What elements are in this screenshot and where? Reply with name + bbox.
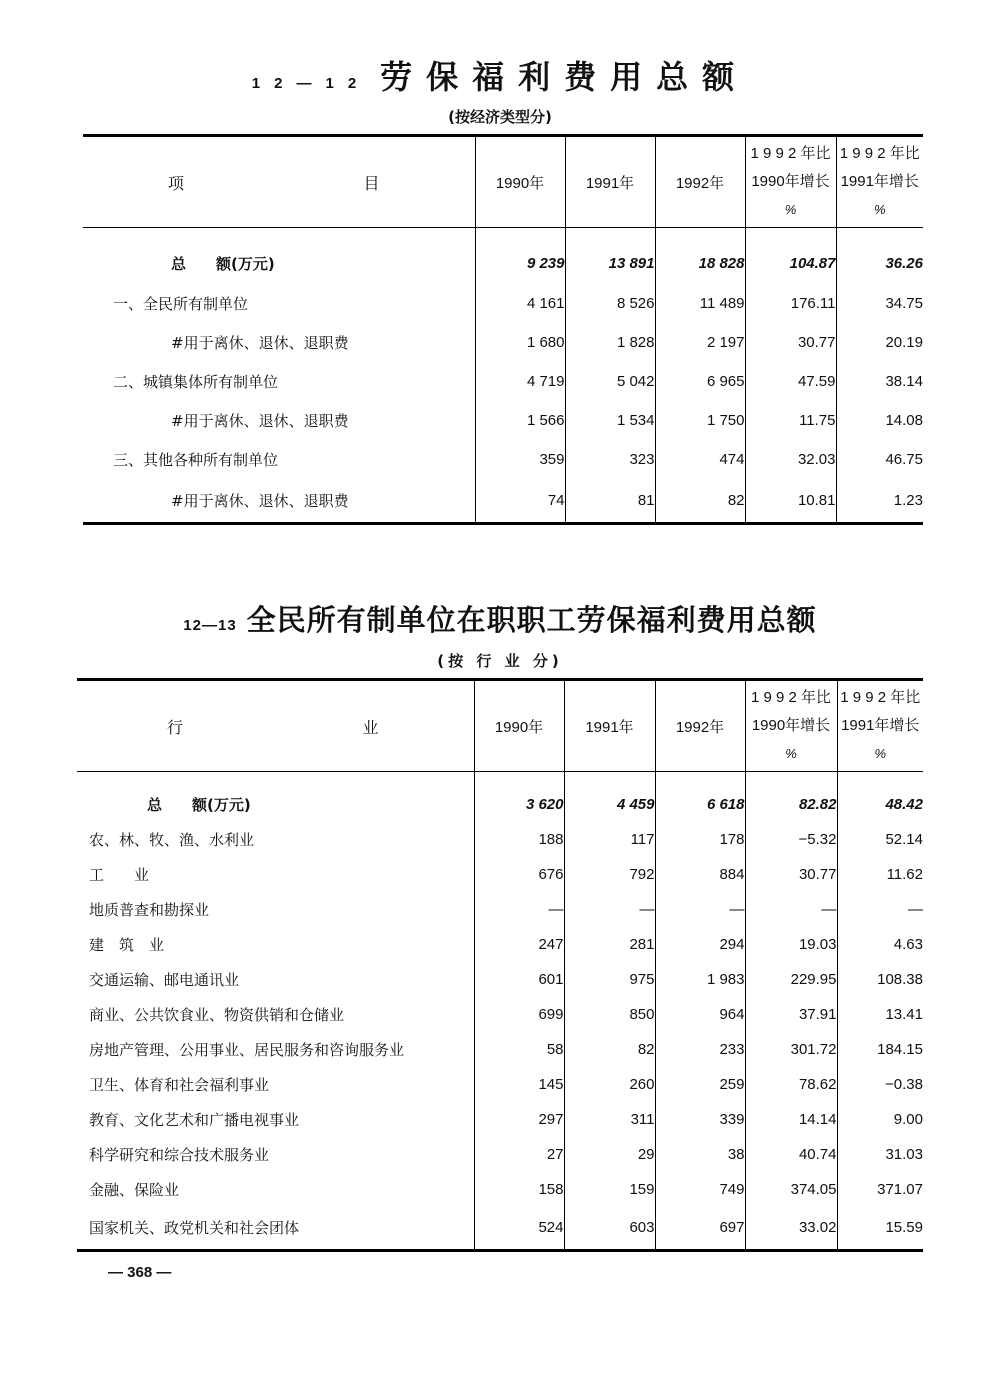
cell-vs1990: 82.82 xyxy=(745,772,837,822)
table2-row xyxy=(77,1102,923,1137)
cell-y1991: 792 xyxy=(564,857,655,892)
row-label: 建 筑 业 xyxy=(89,935,165,954)
cell-vs1991: 15.59 xyxy=(837,1207,923,1251)
cell-y1990: 27 xyxy=(474,1137,564,1172)
cell-vs1990: 37.91 xyxy=(745,997,837,1032)
cell-y1992: — xyxy=(655,892,745,927)
cell-y1990: 247 xyxy=(474,927,564,962)
row-label: 国家机关、政党机关和社会团体 xyxy=(89,1219,300,1238)
cell-y1992: 6 965 xyxy=(655,362,745,401)
cell-vs1990: 19.03 xyxy=(745,927,837,962)
cell-y1990: 359 xyxy=(475,440,565,479)
cell-y1991: 850 xyxy=(564,997,655,1032)
table1-row xyxy=(83,401,923,440)
cell-vs1990: 40.74 xyxy=(745,1137,837,1172)
row-label: 卫生、体育和社会福利事业 xyxy=(89,1075,270,1094)
cell-y1991: 260 xyxy=(564,1067,655,1102)
cell-vs1991: 46.75 xyxy=(836,440,923,479)
cell-y1990: 601 xyxy=(474,962,564,997)
cell-y1990: 699 xyxy=(474,997,564,1032)
cell-y1990: 1 680 xyxy=(475,323,565,362)
cell-y1992: 1 750 xyxy=(655,401,745,440)
cell-y1991: — xyxy=(564,892,655,927)
cell-vs1991: 38.14 xyxy=(836,362,923,401)
cell-vs1990: 301.72 xyxy=(745,1032,837,1067)
row-label: 教育、文化艺术和广播电视事业 xyxy=(89,1110,300,1129)
cell-vs1990: 176.11 xyxy=(745,284,836,323)
cell-vs1990: 78.62 xyxy=(745,1067,837,1102)
cell-y1991: 975 xyxy=(564,962,655,997)
cell-y1991: 117 xyxy=(564,822,655,857)
cell-y1991: 1 534 xyxy=(565,401,655,440)
cell-vs1990: 374.05 xyxy=(745,1172,837,1207)
cell-y1992: 38 xyxy=(655,1137,745,1172)
table1-row xyxy=(83,440,923,479)
cell-y1990: 58 xyxy=(474,1032,564,1067)
cell-y1990: 4 719 xyxy=(475,362,565,401)
cell-y1990: 297 xyxy=(474,1102,564,1137)
table2-row xyxy=(77,962,923,997)
table2-subtitle: (按 行 业 分) xyxy=(437,652,563,670)
cell-vs1990: 33.02 xyxy=(745,1207,837,1251)
cell-vs1990: 10.81 xyxy=(745,479,836,524)
row-label: 金融、保险业 xyxy=(89,1180,180,1199)
cell-y1990: 188 xyxy=(474,822,564,857)
cell-y1990: 3 620 xyxy=(474,772,564,822)
table2-number: 12—13 xyxy=(183,617,237,634)
table1 xyxy=(83,134,923,525)
cell-y1992: 964 xyxy=(655,997,745,1032)
table1-row xyxy=(83,284,923,323)
table1-header-vs1991: 1 9 9 2 年比 1991年增长 % xyxy=(836,136,923,228)
cell-y1992: 233 xyxy=(655,1032,745,1067)
cell-y1991: 281 xyxy=(564,927,655,962)
cell-y1990: 74 xyxy=(475,479,565,524)
row-label: 一、全民所有制单位 xyxy=(113,294,249,313)
cell-y1992: 6 618 xyxy=(655,772,745,822)
table2-header-1992: 1992年 xyxy=(655,680,745,772)
page-number: — 368 — xyxy=(108,1264,172,1281)
cell-y1992: 294 xyxy=(655,927,745,962)
cell-vs1991: 13.41 xyxy=(837,997,923,1032)
cell-y1990: 158 xyxy=(474,1172,564,1207)
cell-y1992: 18 828 xyxy=(655,228,745,284)
cell-y1992: 474 xyxy=(655,440,745,479)
cell-y1990: 4 161 xyxy=(475,284,565,323)
table2-row xyxy=(77,1137,923,1172)
cell-y1992: 884 xyxy=(655,857,745,892)
table2 xyxy=(77,678,923,1252)
table1-total-row xyxy=(83,228,923,284)
table2-row xyxy=(77,857,923,892)
row-label: 总 额(万元) xyxy=(171,255,275,274)
cell-vs1991: 11.62 xyxy=(837,857,923,892)
cell-vs1991: 4.63 xyxy=(837,927,923,962)
table1-header-row xyxy=(83,136,923,228)
cell-y1991: 81 xyxy=(565,479,655,524)
table1-subtitle: (按经济类型分) xyxy=(448,108,552,126)
table1-header-item: 项 目 xyxy=(83,136,475,228)
cell-y1991: 5 042 xyxy=(565,362,655,401)
cell-y1991: 29 xyxy=(564,1137,655,1172)
cell-vs1991: 48.42 xyxy=(837,772,923,822)
cell-y1992: 11 489 xyxy=(655,284,745,323)
table2-header-1991: 1991年 xyxy=(564,680,655,772)
table1-title xyxy=(0,52,1000,98)
table1-header-vs1990: 1 9 9 2 年比 1990年增长 % xyxy=(745,136,836,228)
cell-y1991: 82 xyxy=(564,1032,655,1067)
cell-y1992: 697 xyxy=(655,1207,745,1251)
cell-y1990: 145 xyxy=(474,1067,564,1102)
cell-y1992: 339 xyxy=(655,1102,745,1137)
cell-y1992: 2 197 xyxy=(655,323,745,362)
row-label: 房地产管理、公用事业、居民服务和咨询服务业 xyxy=(89,1040,405,1059)
table2-header-industry: 行 业 xyxy=(77,680,474,772)
table2-row xyxy=(77,1207,923,1251)
cell-vs1991: 34.75 xyxy=(836,284,923,323)
table2-header-1990: 1990年 xyxy=(474,680,564,772)
cell-vs1991: — xyxy=(837,892,923,927)
cell-y1992: 82 xyxy=(655,479,745,524)
table2-row xyxy=(77,1032,923,1067)
cell-vs1990: 229.95 xyxy=(745,962,837,997)
cell-vs1990: 30.77 xyxy=(745,857,837,892)
cell-vs1990: 11.75 xyxy=(745,401,836,440)
row-label: 三、其他各种所有制单位 xyxy=(113,450,279,469)
table2-row xyxy=(77,927,923,962)
cell-vs1991: 9.00 xyxy=(837,1102,923,1137)
cell-y1990: 676 xyxy=(474,857,564,892)
cell-vs1990: 104.87 xyxy=(745,228,836,284)
table1-row xyxy=(83,479,923,524)
cell-vs1991: 1.23 xyxy=(836,479,923,524)
cell-vs1991: 14.08 xyxy=(836,401,923,440)
table1-header-1990: 1990年 xyxy=(475,136,565,228)
cell-y1992: 1 983 xyxy=(655,962,745,997)
table1-body xyxy=(83,228,923,524)
cell-vs1990: −5.32 xyxy=(745,822,837,857)
row-label: 商业、公共饮食业、物资供销和仓储业 xyxy=(89,1005,345,1024)
table2-row xyxy=(77,1067,923,1102)
row-label: 交通运输、邮电通讯业 xyxy=(89,970,240,989)
cell-vs1991: 108.38 xyxy=(837,962,923,997)
table1-header-1991: 1991年 xyxy=(565,136,655,228)
row-label: 科学研究和综合技术服务业 xyxy=(89,1145,270,1164)
table2-title-text: 全民所有制单位在职职工劳保福利费用总额 xyxy=(246,603,817,637)
cell-y1990: 1 566 xyxy=(475,401,565,440)
cell-vs1991: 371.07 xyxy=(837,1172,923,1207)
cell-y1990: — xyxy=(474,892,564,927)
cell-vs1991: 31.03 xyxy=(837,1137,923,1172)
table2-row xyxy=(77,997,923,1032)
table2-title xyxy=(0,598,1000,639)
row-label: 总 额(万元) xyxy=(147,796,251,815)
table2-header-vs1991: 1 9 9 2 年比 1991年增长 % xyxy=(837,680,923,772)
row-label: 农、林、牧、渔、水利业 xyxy=(89,830,255,849)
cell-vs1990: — xyxy=(745,892,837,927)
row-label: #用于离休、退休、退职费 xyxy=(171,491,349,510)
cell-vs1990: 14.14 xyxy=(745,1102,837,1137)
table1-number: 12—12 xyxy=(251,75,371,92)
cell-y1991: 1 828 xyxy=(565,323,655,362)
table2-row xyxy=(77,1172,923,1207)
cell-y1991: 159 xyxy=(564,1172,655,1207)
table2-body xyxy=(77,772,923,1251)
cell-y1991: 323 xyxy=(565,440,655,479)
cell-y1991: 311 xyxy=(564,1102,655,1137)
table2-row xyxy=(77,892,923,927)
row-label: 工 业 xyxy=(89,865,150,884)
cell-y1992: 259 xyxy=(655,1067,745,1102)
row-label: 二、城镇集体所有制单位 xyxy=(113,372,279,391)
cell-vs1991: −0.38 xyxy=(837,1067,923,1102)
cell-y1992: 749 xyxy=(655,1172,745,1207)
cell-y1991: 4 459 xyxy=(564,772,655,822)
cell-y1990: 524 xyxy=(474,1207,564,1251)
table1-title-text: 劳保福利费用总额 xyxy=(380,58,749,96)
cell-vs1990: 30.77 xyxy=(745,323,836,362)
cell-y1992: 178 xyxy=(655,822,745,857)
cell-vs1991: 36.26 xyxy=(836,228,923,284)
row-label: 地质普查和勘探业 xyxy=(89,900,210,919)
cell-y1991: 603 xyxy=(564,1207,655,1251)
table2-row xyxy=(77,822,923,857)
row-label: #用于离休、退休、退职费 xyxy=(171,411,349,430)
cell-vs1990: 47.59 xyxy=(745,362,836,401)
cell-vs1991: 20.19 xyxy=(836,323,923,362)
cell-vs1990: 32.03 xyxy=(745,440,836,479)
table2-header-row xyxy=(77,680,923,772)
cell-y1991: 8 526 xyxy=(565,284,655,323)
table1-row xyxy=(83,362,923,401)
cell-y1990: 9 239 xyxy=(475,228,565,284)
table1-header-1992: 1992年 xyxy=(655,136,745,228)
cell-vs1991: 184.15 xyxy=(837,1032,923,1067)
table1-row xyxy=(83,323,923,362)
cell-vs1991: 52.14 xyxy=(837,822,923,857)
row-label: #用于离休、退休、退职费 xyxy=(171,333,349,352)
cell-y1991: 13 891 xyxy=(565,228,655,284)
table2-total-row xyxy=(77,772,923,822)
table2-header-vs1990: 1 9 9 2 年比 1990年增长 % xyxy=(745,680,837,772)
